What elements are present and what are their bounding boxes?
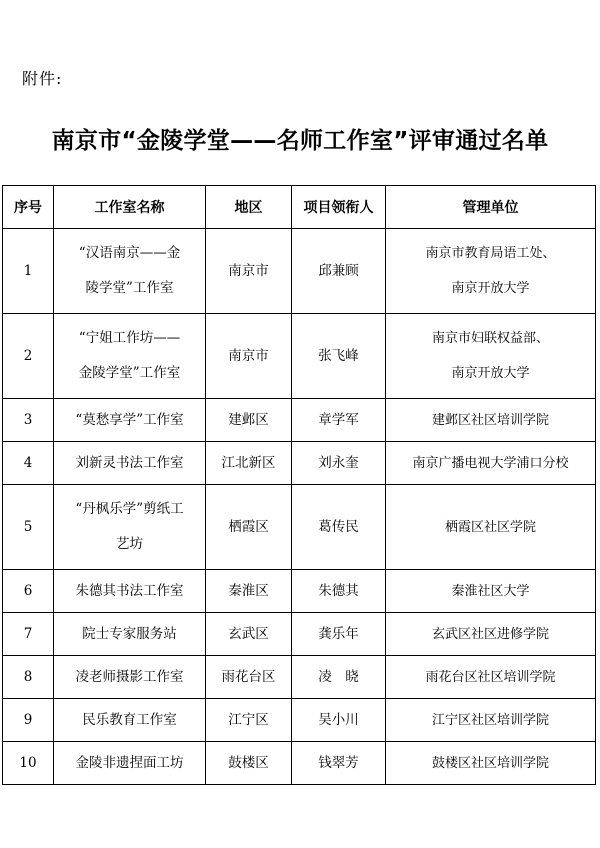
table-row	[3, 399, 596, 442]
cell-project-leader: 章学军	[292, 399, 386, 442]
cell-studio-name	[54, 613, 206, 656]
cell-serial-number: 2	[3, 314, 54, 399]
cell-studio-name	[54, 742, 206, 785]
cell-management-unit	[386, 229, 596, 314]
cell-district: 玄武区	[206, 613, 292, 656]
cell-studio-name	[54, 442, 206, 485]
cell-district: 鼓楼区	[206, 742, 292, 785]
cell-district: 南京市	[206, 314, 292, 399]
table-row	[3, 442, 596, 485]
management-unit-line: 江宁区社区培训学院	[431, 712, 549, 728]
cell-project-leader: 吴小川	[292, 699, 386, 742]
table-row	[3, 485, 596, 570]
cell-management-unit	[386, 570, 596, 613]
cell-serial-number: 10	[3, 742, 54, 785]
studio-name-line: 金陵非遗捏面工坊	[75, 754, 184, 771]
cell-serial-number: 5	[3, 485, 54, 570]
management-unit-line: 南京开放大学	[451, 366, 530, 381]
cell-management-unit	[386, 699, 596, 742]
header-project-leader: 项目领衔人	[292, 186, 386, 229]
management-unit-line: 南京市妇联权益部、	[431, 331, 549, 346]
studio-list-table	[2, 185, 596, 785]
table-row	[3, 570, 596, 613]
cell-project-leader: 葛传民	[292, 485, 386, 570]
studio-name-line: “莫愁享学”工作室	[75, 411, 184, 428]
cell-project-leader: 张飞峰	[292, 314, 386, 399]
studio-name-line: 民乐教育工作室	[82, 711, 177, 728]
cell-studio-name	[54, 399, 206, 442]
cell-studio-name	[54, 314, 206, 399]
table-header-row	[3, 186, 596, 229]
studio-name-line: 艺坊	[116, 536, 143, 552]
studio-name-line: “丹枫乐学”剪纸工	[75, 501, 184, 517]
cell-serial-number: 7	[3, 613, 54, 656]
management-unit-line: 鼓楼区社区培训学院	[431, 755, 549, 771]
management-unit-line: 建邺区社区培训学院	[431, 412, 549, 428]
management-unit-line: 南京开放大学	[451, 281, 530, 296]
table-row	[3, 314, 596, 399]
cell-studio-name	[54, 229, 206, 314]
cell-project-leader: 钱翠芳	[292, 742, 386, 785]
cell-project-leader: 刘永奎	[292, 442, 386, 485]
cell-management-unit	[386, 613, 596, 656]
cell-serial-number: 1	[3, 229, 54, 314]
cell-district: 江北新区	[206, 442, 292, 485]
cell-project-leader: 龚乐年	[292, 613, 386, 656]
studio-name-line: 刘新灵书法工作室	[75, 454, 184, 471]
studio-name-line: 陵学堂”工作室	[85, 280, 174, 296]
table-body	[3, 229, 596, 785]
cell-district: 南京市	[206, 229, 292, 314]
studio-name-line: “宁姐工作坊——	[78, 330, 181, 346]
cell-project-leader: 邱兼顾	[292, 229, 386, 314]
studio-name-line: 金陵学堂”工作室	[78, 365, 181, 381]
cell-district: 雨花台区	[206, 656, 292, 699]
cell-serial-number: 3	[3, 399, 54, 442]
table-row	[3, 613, 596, 656]
cell-management-unit	[386, 656, 596, 699]
cell-serial-number: 6	[3, 570, 54, 613]
cell-management-unit	[386, 314, 596, 399]
header-serial-number: 序号	[3, 186, 54, 229]
management-unit-line: 栖霞区社区学院	[444, 519, 536, 535]
cell-serial-number: 4	[3, 442, 54, 485]
management-unit-line: 雨花台区社区培训学院	[425, 669, 556, 685]
management-unit-line: 秦淮社区大学	[451, 583, 530, 599]
table-row	[3, 699, 596, 742]
management-unit-line: 南京市教育局语工处、	[425, 246, 556, 261]
studio-name-line: 院士专家服务站	[82, 625, 177, 642]
header-studio-name: 工作室名称	[54, 186, 206, 229]
cell-management-unit	[386, 399, 596, 442]
management-unit-line: 玄武区社区进修学院	[431, 626, 549, 642]
cell-project-leader: 凌 晓	[292, 656, 386, 699]
management-unit-line: 南京广播电视大学浦口分校	[412, 455, 569, 471]
cell-management-unit	[386, 485, 596, 570]
document-title: 南京市“金陵学堂——名师工作室”评审通过名单	[51, 128, 549, 154]
cell-district: 栖霞区	[206, 485, 292, 570]
cell-district: 建邺区	[206, 399, 292, 442]
attachment-label: 附件:	[22, 69, 63, 88]
table-row	[3, 656, 596, 699]
studio-name-line: 凌老师摄影工作室	[75, 668, 184, 685]
cell-management-unit	[386, 442, 596, 485]
cell-management-unit	[386, 742, 596, 785]
cell-serial-number: 9	[3, 699, 54, 742]
studio-name-line: 朱德其书法工作室	[75, 582, 184, 599]
cell-studio-name	[54, 656, 206, 699]
cell-district: 江宁区	[206, 699, 292, 742]
header-management-unit: 管理单位	[386, 186, 596, 229]
cell-serial-number: 8	[3, 656, 54, 699]
header-district: 地区	[206, 186, 292, 229]
table-row	[3, 742, 596, 785]
cell-studio-name	[54, 485, 206, 570]
cell-project-leader: 朱德其	[292, 570, 386, 613]
cell-studio-name	[54, 699, 206, 742]
cell-studio-name	[54, 570, 206, 613]
studio-name-line: “汉语南京——金	[78, 245, 181, 261]
table-row	[3, 229, 596, 314]
cell-district: 秦淮区	[206, 570, 292, 613]
